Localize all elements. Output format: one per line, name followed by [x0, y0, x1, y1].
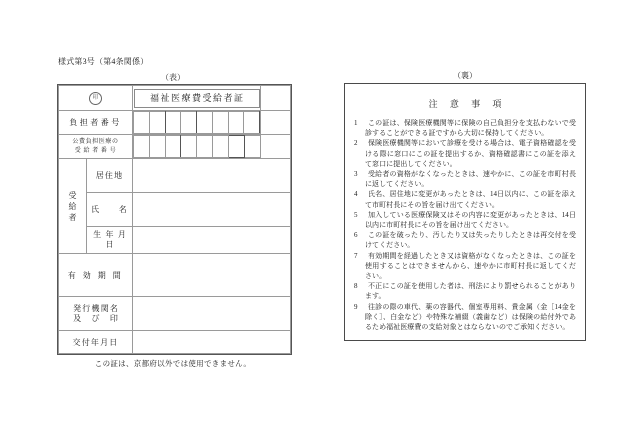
recipient-vertical-char-1: 受: [68, 190, 77, 200]
address-label-cell: [87, 159, 133, 193]
notice-item-number: 6: [354, 231, 358, 240]
recipient-digit-1[interactable]: [134, 136, 150, 158]
notice-item-text: この証を破ったり、汚したり又は失ったりしたときは再交付を受けてください。: [365, 231, 576, 250]
notice-item-text: 往診の際の車代、薬の容器代、個室専用料、貴金属（金［14金を除く］、白金など）や特殊な補綴（義歯など）は保険の給付外であるため福祉医療費の支給対象とはならないのでご承知ください。: [365, 302, 576, 332]
birthdate-label-line2: 日: [105, 240, 115, 249]
front-side-panel: [58, 56, 288, 369]
birthdate-label-cell: [87, 227, 133, 254]
notice-item: [354, 138, 576, 169]
address-row: [59, 159, 291, 193]
issuer-label-line2: 及 び 印: [73, 313, 120, 323]
public-recipient-number-label-cell: [59, 135, 133, 159]
issuer-label-line1: 発行機関名: [73, 303, 120, 313]
payer-number-row: [59, 111, 291, 135]
notice-item: [354, 118, 576, 138]
address-label: 居住地: [95, 171, 124, 180]
payer-digit-6[interactable]: [212, 112, 228, 134]
notice-item-number: 2: [354, 139, 358, 148]
payer-number-label: 負担者番号: [69, 118, 122, 127]
issue-date-label-cell: [59, 331, 133, 354]
notice-item: [354, 230, 576, 250]
notice-item: [354, 189, 576, 209]
notice-item-text: 保険医療機関等において診療を受ける場合は、電子資格確認を受ける際に窓口にこの証を提出するか、資格確認書にこの証を添えて窓口に提出してください。: [365, 139, 576, 168]
notice-title: 注 意 事 項: [428, 99, 507, 109]
payer-digit-2[interactable]: [149, 112, 165, 134]
payer-number-grid: [133, 111, 260, 134]
payer-digit-1[interactable]: [134, 112, 150, 134]
birthdate-value[interactable]: [133, 227, 291, 254]
recipient-vertical-label: [59, 159, 87, 254]
issuer-value[interactable]: [133, 297, 291, 331]
recipient-digit-2[interactable]: [149, 136, 165, 158]
notice-item-text: 加入している医療保険又はその内容に変更があったときは、14日以内に市町村長にその旨を届け出てください。: [365, 210, 576, 230]
payer-digit-4[interactable]: [181, 112, 197, 134]
notice-item-number: 7: [354, 251, 358, 260]
form-number: 様式第3号（第4条関係）: [58, 57, 149, 66]
seal-icon: 印: [89, 92, 102, 105]
public-recipient-number-grid: [133, 135, 260, 158]
recipient-check-digit[interactable]: [228, 136, 244, 158]
payer-number-row-spacer: [261, 111, 291, 135]
certificate-table: [58, 85, 291, 354]
notice-list: [354, 118, 576, 332]
valid-period-label-cell: [59, 254, 133, 297]
notice-item: [354, 251, 576, 282]
notice-item-text: 氏名、居住地に変更があったときは、14日以内に、この証を添えて市町村長にその旨を届け出てください。: [365, 190, 576, 209]
notice-item-text: この証は、保険医療機関等に保険の自己負担分を支払わないで受診することができる証ですから大切に保持してください。: [365, 119, 576, 138]
notice-item-text: 有効期間を経過したとき又は資格がなくなったときは、この証を使用することはできませんから、速やかに市町村長に返してください。: [365, 251, 576, 281]
issuer-label-cell: [59, 297, 133, 331]
recipient-vertical-char-2: 給: [68, 201, 77, 211]
certificate-title: 福祉医療費受給者証: [134, 89, 260, 108]
public-recipient-number-grid-cell[interactable]: [133, 135, 261, 159]
birthdate-label-line1: 生 年 月: [93, 230, 128, 239]
payer-number-label-cell: [59, 111, 133, 135]
public-recipient-number-row-spacer: [261, 135, 291, 159]
name-row: [59, 193, 291, 227]
recipient-digit-8[interactable]: [244, 136, 260, 158]
notice-frame: [344, 83, 586, 341]
birthdate-row: [59, 227, 291, 254]
public-recipient-number-row: [59, 135, 291, 159]
recipient-digit-5[interactable]: [197, 136, 213, 158]
name-label: 氏 名: [91, 205, 128, 214]
front-side-label: （表）: [161, 73, 185, 82]
valid-period-value[interactable]: [133, 254, 291, 297]
payer-digit-7[interactable]: [228, 112, 244, 134]
notice-item-number: 1: [354, 119, 358, 127]
notice-item: [354, 302, 576, 333]
notice-item-number: 3: [354, 170, 358, 179]
issuer-row: [59, 297, 291, 331]
payer-digit-3[interactable]: [165, 112, 181, 134]
name-value[interactable]: [133, 193, 291, 227]
recipient-vertical-char-3: 者: [68, 212, 77, 222]
notice-item-number: 9: [354, 302, 358, 311]
title-row: [59, 86, 291, 111]
recipient-digit-4[interactable]: [181, 136, 197, 158]
front-footnote: この証は、京都府以外では使用できません。: [94, 359, 252, 368]
title-row-spacer: [261, 86, 291, 111]
recipient-digit-6[interactable]: [213, 136, 229, 158]
back-side-label: （裏）: [453, 71, 477, 80]
address-value[interactable]: [133, 159, 291, 193]
certificate-title-cell: [133, 86, 261, 111]
notice-item-number: 5: [354, 210, 358, 219]
issue-date-label: 交付年月日: [72, 337, 119, 347]
notice-item-text: 不正にこの証を使用した者は、刑法により罰せられることがあります。: [365, 282, 576, 301]
issue-date-value[interactable]: [133, 331, 291, 354]
public-recipient-number-label-line2: 受 給 者 番 号: [74, 147, 117, 154]
valid-period-label: 有 効 期 間: [67, 270, 124, 280]
seal-cell: [59, 86, 133, 111]
payer-digit-8[interactable]: [244, 112, 260, 134]
recipient-digit-3[interactable]: [165, 136, 181, 158]
notice-item-text: 受給者の資格がなくなったときは、速やかに、この証を市町村長に返してください。: [365, 170, 576, 189]
notice-item: [354, 281, 576, 301]
public-recipient-number-label-line1: 公費負担医療の: [72, 138, 119, 145]
notice-item-number: 8: [354, 282, 358, 291]
payer-digit-5[interactable]: [197, 112, 213, 134]
issue-date-row: [59, 331, 291, 354]
name-label-cell: [87, 193, 133, 227]
notice-item: [354, 169, 576, 189]
back-side-panel: [344, 56, 586, 341]
payer-number-grid-cell[interactable]: [133, 111, 261, 135]
valid-period-row: [59, 254, 291, 297]
notice-item: [354, 210, 576, 230]
notice-item-number: 4: [354, 190, 358, 199]
